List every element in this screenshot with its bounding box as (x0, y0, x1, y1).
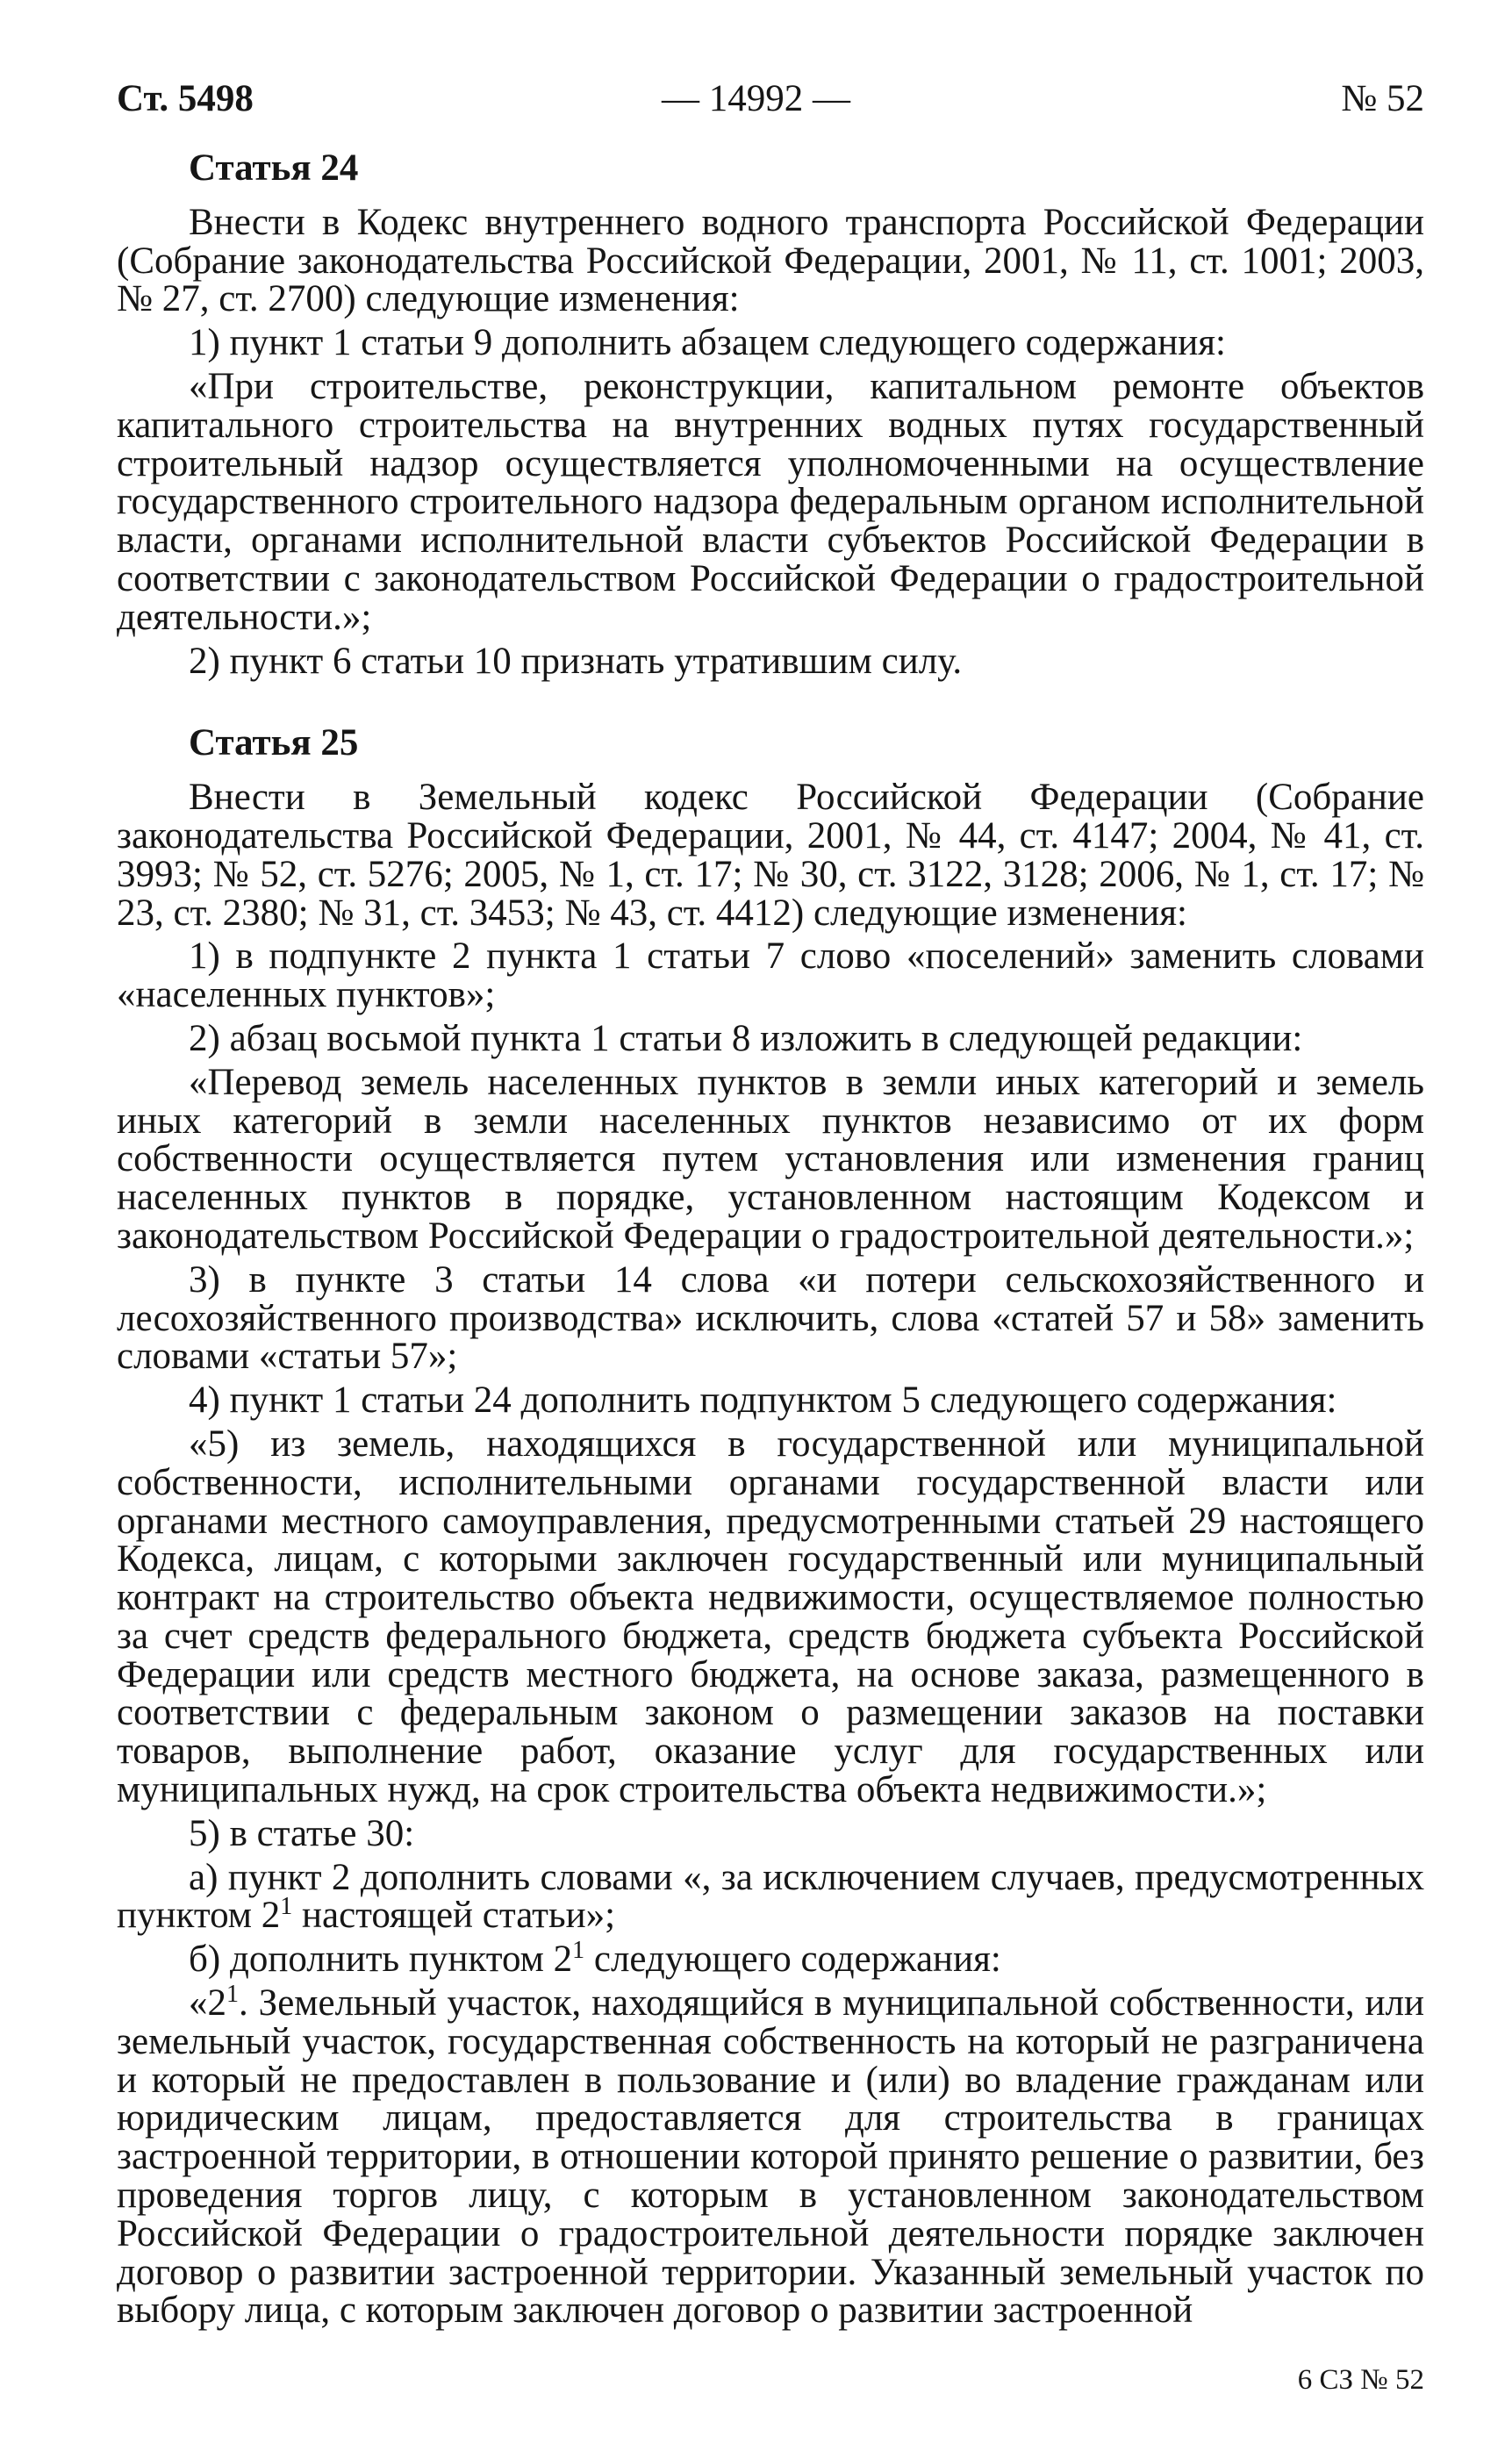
article-25-quote-3 (117, 1981, 1424, 2332)
superscript: 1 (572, 1937, 585, 1965)
quote-3-text: . Земельный участок, находящийся в муниципальной собственности, или земельный участок, государственная собственность на который не разграничена и который не предоставлен в пользование и (или) во владение гражданам или юридическим лицам, предоставляется для строительства в границах застроенной территории, в отношении которой принято решение о развитии, без проведения торгов лицу, с которым в установленном законодательством Российской Федерации о градостроительной деятельности порядке заключен договор о развитии застроенной территории. Указанный земельный участок по выбору лица, с которым заключен договор о развитии застроенной (117, 1982, 1424, 2332)
page-article-number: Ст. 5498 (117, 78, 254, 119)
article-25-subitem-b (117, 1937, 1424, 1981)
article-24-item-2: 2) пункт 6 статьи 10 признать утратившим силу. (189, 640, 963, 682)
subitem-a-text-end: настоящей статьи»; (292, 1895, 616, 1937)
article-25-quote-1: «Перевод земель населенных пунктов в земли иных категорий и земель иных категорий в земли населенных пунктов независимо от их форм собственности осуществляется путем установления или изменения границ населенных пунктов в порядке, установленном настоящим Кодексом и законодательством Российской Федерации о градостроительной деятельности.»; (117, 1061, 1424, 1257)
article-24-title: Статья 24 (189, 147, 359, 189)
article-25-item-1: 1) в подпункте 2 пункта 1 статьи 7 слово «поселений» заменить словами «населенных пунктов»; (117, 935, 1424, 1016)
article-25-quote-2: «5) из земель, находящихся в государственной или муниципальной собственности, исполнительными органами государственной власти или органами местного самоуправления, предусмотренными статьей 29 настоящего Кодекса, лицам, с которыми заключен государственный или муниципальный контракт на строительство объекта недвижимости, осуществляемое полностью за счет средств федерального бюджета, средств бюджета субъекта Российской Федерации или средств местного бюджета, на основе заказа, размещенного в соответствии с федеральным законом о размещении заказов на поставки товаров, выполнение работ, оказание услуг для государственных или муниципальных нужд, на срок строительства объекта недвижимости.»; (117, 1423, 1424, 1811)
article-25-subitem-a (117, 1856, 1424, 1937)
page-number: — 14992 — (662, 78, 850, 119)
signature-mark: 6 СЗ № 52 (1297, 2364, 1424, 2396)
superscript: 1 (226, 1981, 239, 2009)
article-25-item-2: 2) абзац восьмой пункта 1 статьи 8 изложить в следующей редакции: (189, 1017, 1303, 1059)
article-24-item-1: 1) пункт 1 статьи 9 дополнить абзацем следующего содержания: (189, 322, 1226, 364)
article-25-item-4: 4) пункт 1 статьи 24 дополнить подпунктом 5 следующего содержания: (189, 1380, 1337, 1422)
article-24-quote: «При строительстве, реконструкции, капитальном ремонте объектов капитального строительства на внутренних водных путях государственный строительный надзор осуществляется уполномоченными на осуществление государственного строительного надзора федеральным органом исполнительной власти, органами исполнительной власти субъектов Российской Федерации в соответствии с законодательством Российской Федерации о градостроительной деятельности.»; (117, 365, 1424, 638)
quote-3-start: «2 (189, 1982, 226, 2025)
article-24-intro: Внести в Кодекс внутреннего водного транспорта Российской Федерации (Собрание законодательства Российской Федерации, 2001, № 11, ст. 1001; 2003, № 27, ст. 2700) следующие изменения: (117, 201, 1424, 320)
subitem-b-text: б) дополнить пунктом 2 (189, 1939, 573, 1981)
section-gap (117, 685, 1424, 724)
article-25-title: Статья 25 (189, 722, 359, 764)
article-25-intro: Внести в Земельный кодекс Российской Федерации (Собрание законодательства Российской Федерации, 2001, № 44, ст. 4147; 2004, № 41, ст. 3993; № 52, ст. 5276; 2005, № 1, ст. 17; № 30, ст. 3122, 3128; 2006, № 1, ст. 17; № 23, ст. 2380; № 31, ст. 3453; № 43, ст. 4412) следующие изменения: (117, 777, 1424, 934)
subitem-a-text: а) пункт 2 дополнить словами «, за исключением случаев, предусмотренных пунктом 2 (117, 1856, 1424, 1937)
superscript: 1 (280, 1893, 293, 1921)
document-body (117, 149, 1424, 2335)
article-25-item-5: 5) в статье 30: (189, 1812, 415, 1854)
subitem-b-text-end: следующего содержания: (584, 1939, 1001, 1981)
article-25-item-3: 3) в пункте 3 статьи 14 слова «и потери сельскохозяйственного и лесохозяйственного производства» исключить, слова «статей 57 и 58» заменить словами «статьи 57»; (117, 1258, 1424, 1378)
issue-number: № 52 (1341, 78, 1424, 119)
